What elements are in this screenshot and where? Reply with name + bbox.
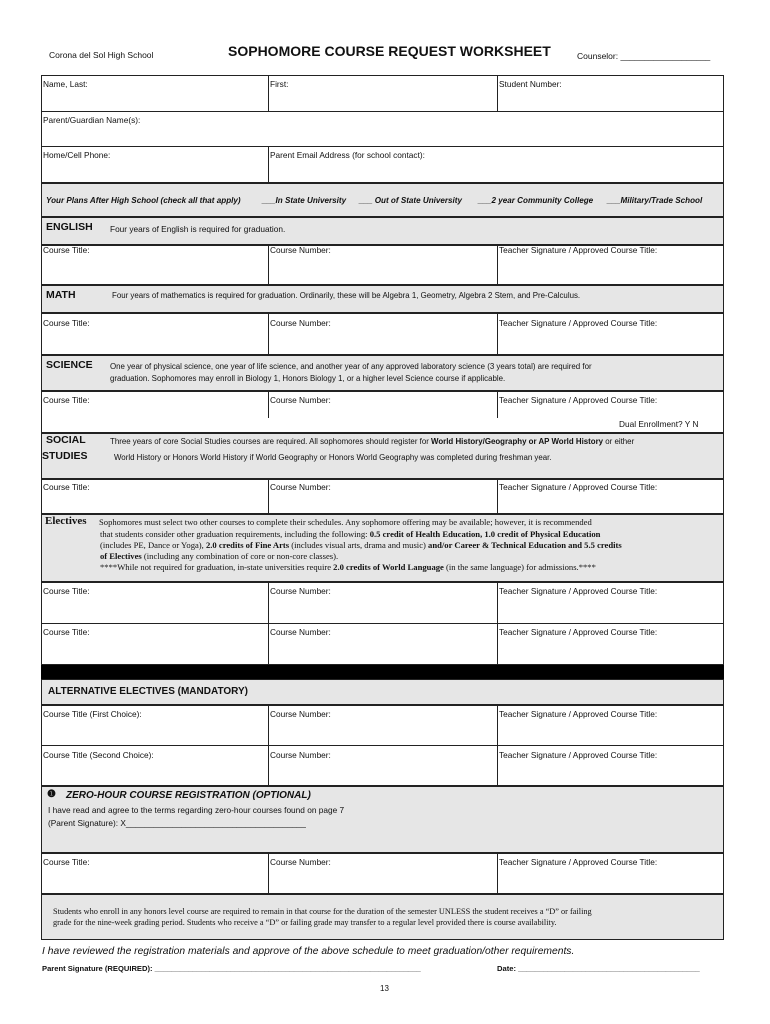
science-title: SCIENCE [46,359,93,371]
electives-line5-b: 2.0 credits of World Language [333,562,444,572]
english-title: ENGLISH [46,221,93,233]
science-course-title[interactable]: Course Title: [43,395,90,405]
divider [497,479,498,514]
elective2-course-title[interactable]: Course Title: [43,627,90,637]
parent-names-row [41,111,724,147]
alternative-title: ALTERNATIVE ELECTIVES (MANDATORY) [48,686,248,697]
divider [268,75,269,112]
elective1-course-number[interactable]: Course Number: [270,586,331,596]
divider [268,623,269,665]
elective2-course-number[interactable]: Course Number: [270,627,331,637]
english-course-title[interactable]: Course Title: [43,245,90,255]
alt2-course-number[interactable]: Course Number: [270,750,331,760]
alt1-course-number[interactable]: Course Number: [270,709,331,719]
phone-field[interactable]: Home/Cell Phone: [43,150,111,160]
divider [497,75,498,112]
social-title-line2: STUDIES [42,450,88,462]
electives-line3-c: (includes visual arts, drama and music) [289,540,429,550]
divider [268,391,269,418]
electives-line1: Sophomores must select two other courses to complete their schedules. Any sophomore offering may be available; however, it is recommended [99,517,592,527]
social-desc-line1 [110,437,634,446]
social-desc-b: World History/Geography or AP World History [431,437,604,446]
social-title-line1: SOCIAL [46,434,86,446]
divider [497,623,498,665]
divider [497,853,498,894]
page-number: 13 [380,984,389,993]
review-statement: I have reviewed the registration materials and approve of the above schedule to meet graduation/other requirements. [42,946,575,957]
science-desc-line2: graduation. Sophomores may enroll in Biology 1, Honors Biology 1, or a higher level Science course if applicable. [110,374,506,383]
divider [497,582,498,624]
electives-line4-a: of Electives [100,551,142,561]
social-desc-a: Three years of core Social Studies courses are required. All sophomores should register for [110,437,432,446]
zero-hour-signature[interactable]: (Parent Signature): X_______________________________________ [48,818,306,828]
honors-notice-line1: Students who enroll in any honors level course are required to remain in that course for the duration of the semester UNLESS the student receives a “D” or failing [53,907,592,916]
parent-names-field[interactable]: Parent/Guardian Name(s): [43,115,141,125]
parent-signature-field[interactable]: Parent Signature (REQUIRED): _______________________________________________________________ [42,964,421,973]
alt2-teacher-sig[interactable]: Teacher Signature / Approved Course Title: [499,750,658,760]
science-course-number[interactable]: Course Number: [270,395,331,405]
divider [268,745,269,786]
electives-line5 [100,562,596,572]
alt1-teacher-sig[interactable]: Teacher Signature / Approved Course Title: [499,709,658,719]
divider [497,391,498,418]
honors-notice-band [41,894,724,940]
zero-hour-teacher-sig[interactable]: Teacher Signature / Approved Course Title: [499,857,658,867]
math-title: MATH [46,289,76,301]
electives-line5-c: (in the same language) for admissions.**** [443,562,596,572]
divider [268,853,269,894]
math-course-title[interactable]: Course Title: [43,318,90,328]
zero-hour-course-number[interactable]: Course Number: [270,857,331,867]
science-desc-line1: One year of physical science, one year of life science, and another year of any approved laboratory science (3 years total) are required for [110,362,592,371]
science-teacher-sig[interactable]: Teacher Signature / Approved Course Title: [499,395,658,405]
english-desc: Four years of English is required for graduation. [110,224,286,234]
name-row [41,75,724,112]
alt2-course-title[interactable]: Course Title (Second Choice): [43,750,154,760]
social-teacher-sig[interactable]: Teacher Signature / Approved Course Title: [499,482,658,492]
electives-line4-b: (including any combination of core or non-core classes). [141,551,339,561]
page-title: SOPHOMORE COURSE REQUEST WORKSHEET [228,43,551,59]
english-teacher-sig[interactable]: Teacher Signature / Approved Course Title: [499,245,658,255]
math-course-number[interactable]: Course Number: [270,318,331,328]
electives-line3-d: and/or Career & Technical Education and 5.5 credits [428,540,622,550]
math-teacher-sig[interactable]: Teacher Signature / Approved Course Title: [499,318,658,328]
social-course-title[interactable]: Course Title: [43,482,90,492]
electives-title: Electives [45,515,87,527]
science-band [41,355,724,391]
zero-hour-terms: I have read and agree to the terms regarding zero-hour courses found on page 7 [48,805,345,815]
electives-line2-a: that students consider other graduation requirements, including the following: [100,529,370,539]
electives-line3-b: 2.0 credits of Fine Arts [205,540,290,550]
social-desc-c: or either [603,437,635,446]
email-field[interactable]: Parent Email Address (for school contact): [270,150,425,160]
electives-line2 [100,529,600,539]
zero-hour-course-title[interactable]: Course Title: [43,857,90,867]
honors-notice-line2: grade for the nine-week grading period. Students who receive a “D” or failing grade may transfer to a regular level provided there is course availability. [53,918,557,927]
school-name: Corona del Sol High School [49,50,154,60]
social-desc-line2: World History or Honors World History if World Geography or Honors World Geography was completed during freshman year. [114,453,552,462]
plan-military-trade[interactable]: ___Military/Trade School [607,196,703,205]
electives-line5-a: ****While not required for graduation, in-state universities require [100,562,334,572]
electives-line4 [100,551,338,561]
elective1-teacher-sig[interactable]: Teacher Signature / Approved Course Title: [499,586,658,596]
plan-in-state[interactable]: ___In State University [262,196,347,205]
plans-label: Your Plans After High School (check all that apply) [46,196,241,205]
divider [268,479,269,514]
student-number-field[interactable]: Student Number: [499,79,562,89]
social-course-number[interactable]: Course Number: [270,482,331,492]
last-name-field[interactable]: Name, Last: [43,79,88,89]
date-field[interactable]: Date: ___________________________________________ [497,964,700,973]
zero-hour-title: ZERO-HOUR COURSE REGISTRATION (OPTIONAL) [66,790,311,801]
dual-enrollment[interactable]: Dual Enrollment? Y N [619,419,699,429]
plan-community-college[interactable]: ___2 year Community College [478,196,594,205]
elective1-course-title[interactable]: Course Title: [43,586,90,596]
divider [268,705,269,746]
electives-line3-a: (includes PE, Dance or Yoga), [100,540,206,550]
english-labels-clip [41,245,724,257]
divider [497,313,498,355]
plan-out-of-state[interactable]: ___ Out of State University [359,196,463,205]
divider [497,745,498,786]
divider [268,313,269,355]
divider [497,705,498,746]
elective2-teacher-sig[interactable]: Teacher Signature / Approved Course Title: [499,627,658,637]
zero-hour-bullet-icon: ❶ [47,789,56,800]
alt1-course-title[interactable]: Course Title (First Choice): [43,709,142,719]
divider [268,582,269,624]
math-desc: Four years of mathematics is required for graduation. Ordinarily, these will be Algebra 1, Geometry, Algebra 2 Stem, and Pre-Calculus. [112,291,581,300]
first-name-field[interactable]: First: [270,79,289,89]
english-course-number[interactable]: Course Number: [270,245,331,255]
divider [268,146,269,183]
section-divider-bar [41,665,724,679]
electives-line2-b: 0.5 credit of Health Education, 1.0 credit of Physical Education [369,529,601,539]
counselor-field[interactable]: Counselor: ___________________ [577,51,711,61]
electives-line3 [100,540,622,550]
